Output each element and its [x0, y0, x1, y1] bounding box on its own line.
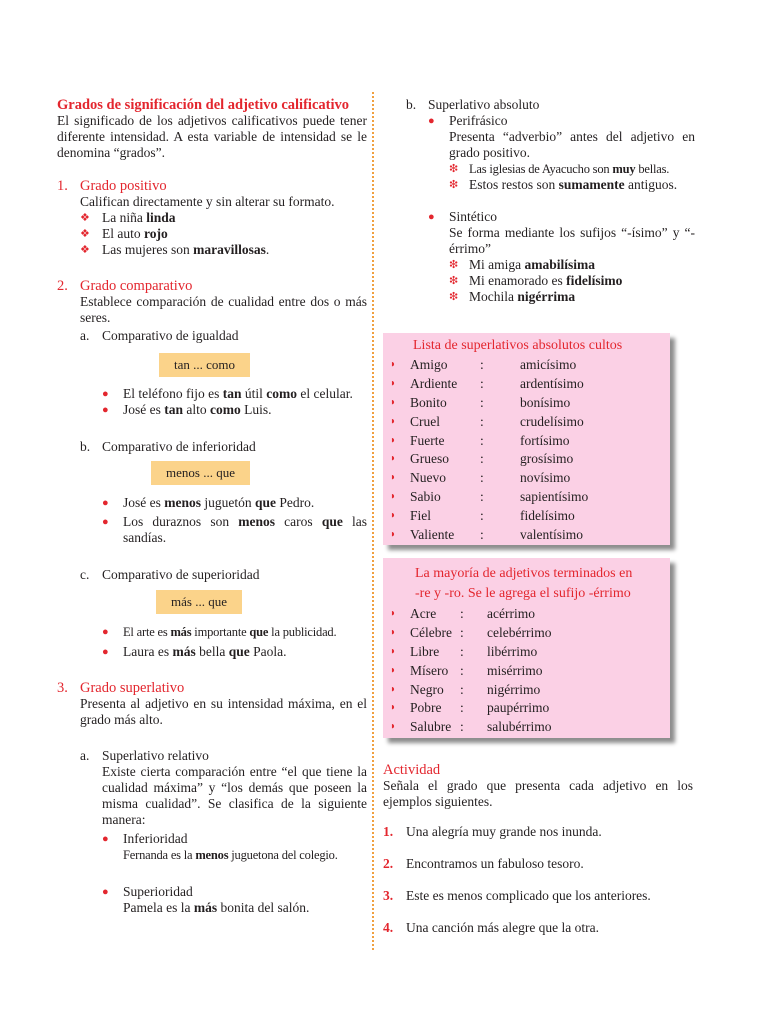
table-row [390, 525, 670, 544]
classification-example: Fernanda es la menos juguetona del colegio. [123, 848, 338, 862]
dot-bullet-icon: ● [102, 833, 109, 845]
separator-cell: : [480, 507, 484, 523]
asterisk-bullet-icon: ❇ [449, 259, 459, 271]
example-item: ❇ Mochila nigérrima [449, 289, 576, 304]
subsection-label: Superlativo absoluto [428, 97, 540, 112]
adjective-cell: Libre [410, 643, 440, 659]
separator-cell: : [460, 606, 464, 622]
adjective-cell: Acre [410, 606, 437, 622]
table-row [390, 375, 670, 394]
example-item: ● José es menos juguetón que Pedro. [102, 495, 315, 510]
superlative-cell: nigérrimo [487, 681, 541, 697]
classification-item [102, 884, 367, 916]
separator-cell: : [460, 719, 464, 735]
separator-cell: : [460, 643, 464, 659]
classification-label: Sintético [449, 209, 497, 224]
dot-bullet-icon: ● [102, 497, 109, 509]
superlative-cell: libérrimo [487, 643, 538, 659]
example-item: ● José es tan alto como Luis. [102, 402, 272, 417]
activity-item: 2. Encontramos un fabuloso tesoro. [383, 856, 584, 871]
table-row [390, 643, 670, 662]
example-item: ● El arte es más importante que la publicidad. [102, 625, 337, 639]
subsection-label: Comparativo de superioridad [102, 567, 260, 582]
superlative-cell: paupérrimo [487, 700, 550, 716]
superlative-cell: misérrimo [487, 662, 543, 678]
half-circle-bullet-icon: ◗ [390, 664, 397, 676]
table-row [390, 356, 670, 375]
page-title: Grados de significación del adjetivo calificativo [57, 97, 349, 113]
table-row [390, 412, 670, 431]
example-item: ● Laura es más bella que Paola. [102, 644, 287, 659]
activity-description: Señala el grado que presenta cada adjetivo en los ejemplos siguientes. [383, 778, 693, 809]
subsection-heading [80, 567, 367, 583]
classification-description: Presenta “adverbio” antes del adjetivo en grado positivo. [449, 129, 695, 160]
box-title: Lista de superlativos absolutos cultos [413, 338, 623, 353]
subsection-heading [80, 328, 367, 344]
table-row [390, 699, 670, 718]
asterisk-bullet-icon: ❇ [449, 291, 459, 303]
section-3-heading [57, 680, 367, 696]
list-item [80, 210, 367, 226]
table-row [390, 450, 670, 469]
superlative-cell: novísimo [520, 470, 571, 486]
half-circle-bullet-icon: ◗ [390, 415, 397, 427]
section-title: Grado comparativo [80, 278, 193, 294]
diamond-bullet-icon: ❖ [80, 212, 90, 224]
adjective-cell: Mísero [410, 662, 449, 678]
asterisk-bullet-icon: ❇ [449, 179, 459, 191]
adjective-cell: Valiente [410, 526, 455, 542]
example-text: La niña [102, 210, 147, 225]
half-circle-bullet-icon: ◗ [390, 528, 397, 540]
box-title-line: La mayoría de adjetivos terminados en [415, 566, 633, 581]
superlative-cell: bonísimo [520, 394, 571, 410]
superlative-cell: valentísimo [520, 526, 583, 542]
box-title [383, 558, 670, 604]
asterisk-bullet-icon: ❇ [449, 163, 459, 175]
list-item [80, 242, 367, 258]
diamond-bullet-icon: ❖ [80, 228, 90, 240]
right-column [383, 97, 695, 305]
dot-bullet-icon: ● [102, 404, 109, 416]
subsection-description: Existe cierta comparación entre “el que tiene la cualidad máxima” y “los demás que poseen la misma cualidad”. Se clasifica de la siguiente manera: [102, 764, 367, 827]
classification-item [102, 831, 367, 863]
dot-bullet-icon: ● [102, 516, 109, 528]
table-row [390, 624, 670, 643]
classification-example: Pamela es la más bonita del salón. [123, 900, 310, 915]
superlative-cell: crudelísimo [520, 413, 584, 429]
subsection-label: Comparativo de inferioridad [102, 439, 256, 454]
separator-cell: : [460, 625, 464, 641]
separator-cell: : [480, 376, 484, 392]
dot-bullet-icon: ● [102, 886, 109, 898]
superlative-cell: ardentísimo [520, 376, 584, 392]
adjective-cell: Negro [410, 681, 444, 697]
box-rows [383, 605, 670, 737]
list-item [80, 226, 367, 242]
classification-label: Inferioridad [123, 831, 188, 846]
adjective-cell: Fuerte [410, 432, 445, 448]
separator-cell: : [480, 394, 484, 410]
separator-cell: : [480, 488, 484, 504]
half-circle-bullet-icon: ◗ [390, 627, 397, 639]
adjective-cell: Ardiente [410, 376, 458, 392]
section-title: Grado superlativo [80, 680, 185, 696]
dot-bullet-icon: ● [428, 115, 435, 127]
section-number: 2. [57, 278, 68, 294]
dot-bullet-icon: ● [428, 211, 435, 223]
section-1-heading [57, 178, 367, 194]
example-item: ● El teléfono fijo es tan útil como el celular. [102, 386, 353, 401]
adjective-cell: Salubre [410, 719, 452, 735]
activity-item: 3. Este es menos complicado que los anteriores. [383, 888, 651, 903]
separator-cell: : [460, 700, 464, 716]
superlative-cell: salubérrimo [487, 719, 552, 735]
asterisk-bullet-icon: ❇ [449, 275, 459, 287]
section-description: Establece comparación de cualidad entre dos o más seres. [80, 294, 367, 325]
half-circle-bullet-icon: ◗ [390, 453, 397, 465]
adjective-cell: Amigo [410, 357, 448, 373]
half-circle-bullet-icon: ◗ [390, 509, 397, 521]
activity-title: Actividad [383, 762, 441, 778]
dot-bullet-icon: ● [102, 626, 109, 638]
classification-item [428, 209, 695, 305]
table-row [390, 605, 670, 624]
table-row [390, 394, 670, 413]
example-item: ❇ Mi enamorado es fidelísimo [449, 273, 623, 288]
adjective-cell: Grueso [410, 451, 449, 467]
table-row [390, 488, 670, 507]
section-2-heading [57, 278, 367, 294]
example-item: ❇ Mi amiga amabilísima [449, 257, 596, 272]
half-circle-bullet-icon: ◗ [390, 359, 397, 371]
superlative-list-box [383, 333, 670, 545]
example-item: ● Los duraznos son menos caros que las sandías. [102, 514, 368, 545]
table-row [390, 661, 670, 680]
errimo-list-box [383, 558, 670, 738]
half-circle-bullet-icon: ◗ [390, 378, 397, 390]
classification-label: Superioridad [123, 884, 193, 899]
subsection-letter: c. [80, 567, 90, 582]
superlative-cell: sapientísimo [520, 488, 589, 504]
example-bold: maravillosas [193, 242, 266, 257]
half-circle-bullet-icon: ◗ [390, 702, 397, 714]
subsection-letter: a. [80, 328, 90, 343]
classification-label: Perifrásico [449, 113, 508, 128]
separator-cell: : [480, 432, 484, 448]
adjective-cell: Cruel [410, 413, 440, 429]
example-bold: linda [146, 210, 176, 225]
half-circle-bullet-icon: ◗ [390, 472, 397, 484]
table-row [390, 506, 670, 525]
adjective-cell: Célebre [410, 625, 452, 641]
half-circle-bullet-icon: ◗ [390, 396, 397, 408]
example-text: Las mujeres son [102, 242, 194, 257]
subsection-heading [383, 97, 695, 113]
formula-box: tan ... como [159, 353, 250, 377]
classification-description: Se forma mediante los sufijos “-ísimo” y “-érrimo” [449, 225, 695, 256]
box-rows [383, 356, 670, 544]
example-item: ❇ Estos restos son sumamente antiguos. [449, 177, 678, 192]
superlative-cell: fidelísimo [520, 507, 575, 523]
superlative-cell: amicísimo [520, 357, 577, 373]
superlative-cell: celebérrimo [487, 625, 552, 641]
table-row [390, 431, 670, 450]
table-row [390, 469, 670, 488]
half-circle-bullet-icon: ◗ [390, 490, 397, 502]
half-circle-bullet-icon: ◗ [390, 683, 397, 695]
subsection-label: Superlativo relativo [102, 748, 209, 763]
example-item: ❇ Las iglesias de Ayacucho son muy bellas. [449, 162, 670, 176]
half-circle-bullet-icon: ◗ [390, 434, 397, 446]
formula-box: menos ... que [151, 461, 250, 485]
section-title: Grado positivo [80, 178, 167, 194]
box-title-line: -re y -ro. Se le agrega el sufijo -érrimo [415, 586, 631, 601]
half-circle-bullet-icon: ◗ [390, 645, 397, 657]
subsection-letter: b. [406, 97, 417, 112]
table-row [390, 680, 670, 699]
activity-item: 4. Una canción más alegre que la otra. [383, 920, 600, 935]
separator-cell: : [460, 662, 464, 678]
section-number: 3. [57, 680, 68, 696]
separator-cell: : [480, 451, 484, 467]
separator-cell: : [460, 681, 464, 697]
activity-item: 1. Una alegría muy grande nos inunda. [383, 824, 602, 839]
separator-cell: : [480, 470, 484, 486]
adjective-cell: Bonito [410, 394, 447, 410]
subsection-label: Comparativo de igualdad [102, 328, 239, 343]
half-circle-bullet-icon: ◗ [390, 721, 397, 733]
superlative-cell: acérrimo [487, 606, 535, 622]
column-divider [372, 92, 374, 950]
adjective-cell: Fiel [410, 507, 432, 523]
subsection-heading [80, 748, 367, 764]
classification-item [428, 113, 695, 193]
half-circle-bullet-icon: ◗ [390, 608, 397, 620]
example-bold: rojo [144, 226, 168, 241]
section-1-body [57, 194, 367, 258]
superlative-cell: fortísimo [520, 432, 570, 448]
superlative-cell: grosísimo [520, 451, 574, 467]
activity-section [383, 762, 693, 952]
adjective-cell: Nuevo [410, 470, 446, 486]
adjective-cell: Pobre [410, 700, 442, 716]
intro-paragraph: El significado de los adjetivos calificativos puede tener diferente intensidad. A esta variable de intensidad se le denomina “grados”. [57, 113, 367, 160]
section-2-body [57, 294, 367, 660]
separator-cell: : [480, 357, 484, 373]
example-text: El auto [102, 226, 144, 241]
section-number: 1. [57, 178, 68, 194]
subsection-letter: a. [80, 748, 90, 763]
section-3-body [57, 696, 367, 916]
subsection-heading [80, 439, 367, 455]
dot-bullet-icon: ● [102, 388, 109, 400]
left-column [57, 97, 367, 916]
diamond-bullet-icon: ❖ [80, 244, 90, 256]
adjective-cell: Sabio [410, 488, 441, 504]
dot-bullet-icon: ● [102, 646, 109, 658]
formula-box: más ... que [156, 590, 242, 614]
table-row [390, 718, 670, 737]
separator-cell: : [480, 526, 484, 542]
section-description: Califican directamente y sin alterar su formato. [80, 194, 335, 209]
subsection-letter: b. [80, 439, 91, 454]
example-text: . [265, 242, 270, 257]
section-description: Presenta al adjetivo en su intensidad máxima, en el grado más alto. [80, 696, 367, 727]
separator-cell: : [480, 413, 484, 429]
